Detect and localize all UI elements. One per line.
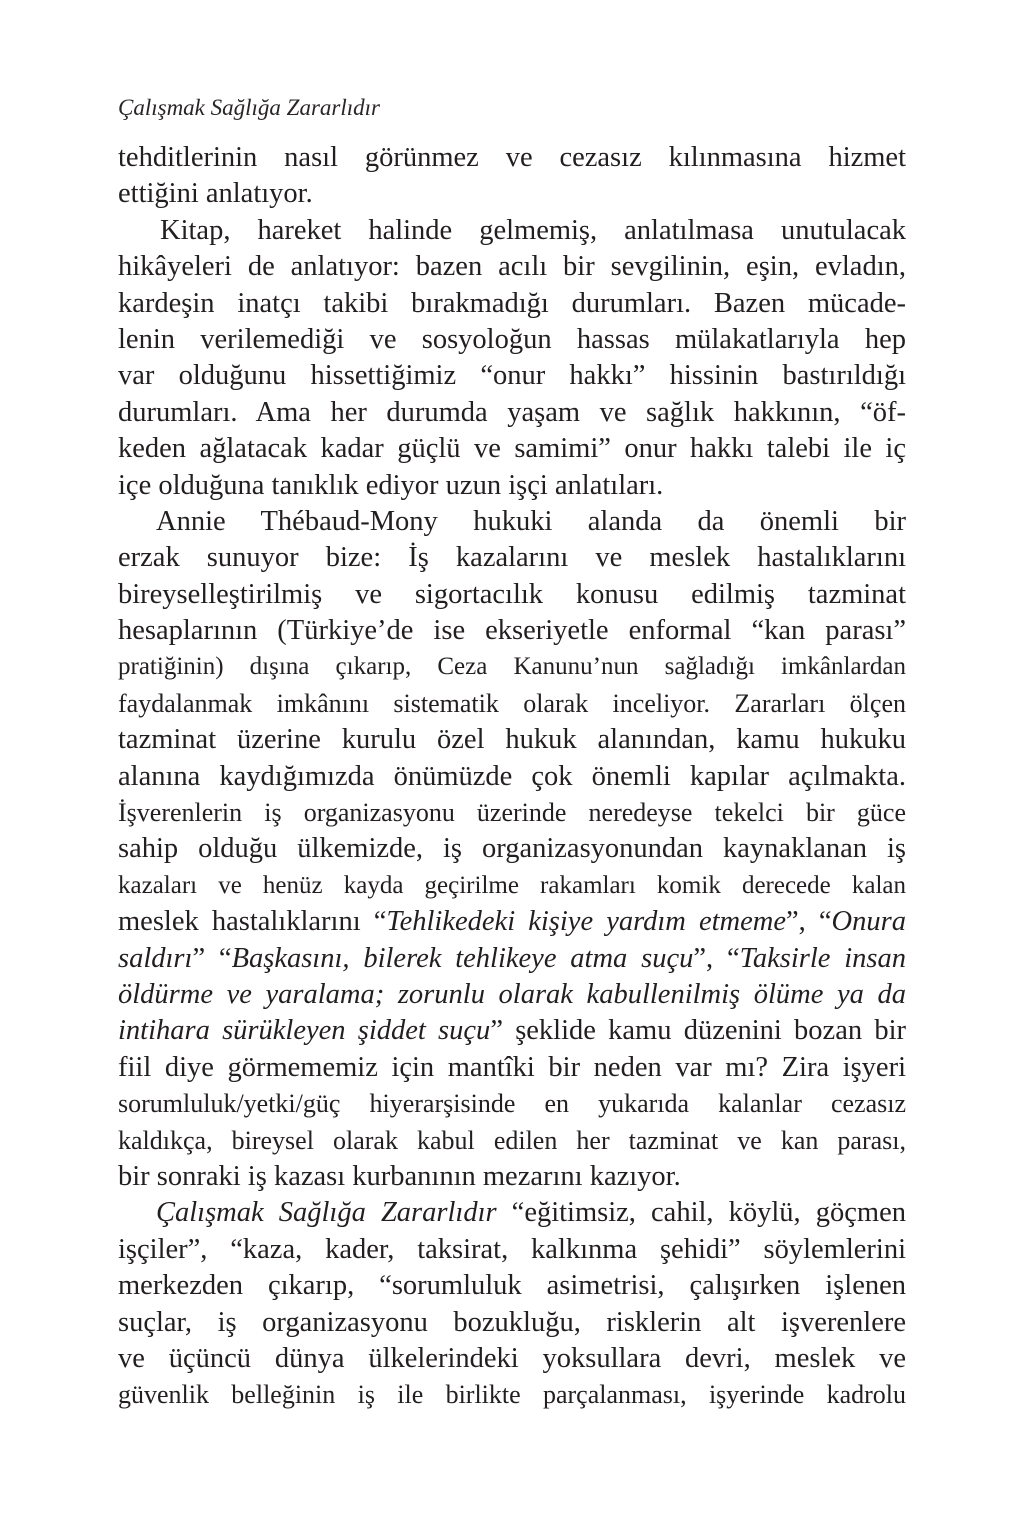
- text-run: kaldıkça, bireysel olarak kabul edilen her tazminat ve kan parası,: [118, 1125, 906, 1155]
- text-run: ve üçüncü dünya ülkelerindeki yoksullara devri, meslek ve: [118, 1342, 906, 1374]
- text-run: kardeşin inatçı takibi bırakmadığı durumları. Bazen mücade-: [118, 287, 906, 319]
- text-line: [118, 468, 906, 504]
- text-line: [118, 249, 906, 285]
- text-line: [118, 686, 906, 722]
- body-text: [118, 140, 906, 1414]
- text-run: lenin verilemediği ve sosyoloğun hassas mülakatlarıyla hep: [118, 323, 906, 355]
- text-run: İşverenlerin iş organizasyonu üzerinde neredeyse tekelci bir güce: [118, 798, 906, 828]
- text-run: fiil diye görmememiz için mantîki bir neden var mı? Zira işyeri: [118, 1051, 906, 1083]
- text-line: [118, 431, 906, 467]
- paragraph: [118, 213, 906, 504]
- paragraph: [118, 140, 906, 213]
- text-run: Kitap, hareket halinde gelmemiş, anlatılmasa unutulacak: [160, 214, 906, 246]
- text-run: hikâyeleri de anlatıyor: bazen acılı bir sevgilinin, eşin, evladın,: [118, 251, 906, 283]
- italic-text: Tehlikedeki kişiye yardım etmeme: [386, 906, 787, 938]
- italic-text: Başkasını, bilerek tehlikeye atma suçu: [231, 942, 694, 974]
- text-line: [118, 1159, 906, 1195]
- text-line: [118, 1341, 906, 1377]
- italic-text: Çalışmak Sağlığa Zararlıdır: [156, 1197, 497, 1229]
- text-run: “eğitimsiz, cahil, köylü, göçmen: [496, 1197, 906, 1229]
- text-line: [118, 140, 906, 176]
- text-line: [118, 322, 906, 358]
- text-line: [118, 358, 906, 394]
- text-run: keden ağlatacak kadar güçlü ve samimi” onur hakkı talebi ile iç: [118, 433, 906, 465]
- text-line: [118, 977, 906, 1013]
- text-line: [118, 1123, 906, 1159]
- text-run: erzak sunuyor bize: İş kazalarını ve meslek hastalıklarını: [118, 542, 906, 574]
- text-line: [118, 213, 906, 249]
- text-run: Annie Thébaud-Mony hukuki alanda da önemli bir: [156, 505, 906, 537]
- text-run: faydalanmak imkânını sistematik olarak inceliyor. Zararları ölçen: [118, 688, 906, 718]
- text-line: [118, 1377, 906, 1413]
- text-run: meslek hastalıklarını “: [118, 906, 387, 938]
- text-line: [118, 395, 906, 431]
- italic-text: Taksirle insan: [739, 942, 906, 974]
- text-line: [118, 1086, 906, 1122]
- text-line: [118, 941, 906, 977]
- text-line: [118, 504, 906, 540]
- italic-text: intihara sürükleyen şiddet suçu: [118, 1015, 491, 1047]
- text-line: [118, 1305, 906, 1341]
- text-line: [118, 795, 906, 831]
- text-line: [118, 904, 906, 940]
- running-header: Çalışmak Sağlığa Zararlıdır: [118, 95, 380, 120]
- text-run: ettiğini anlatıyor.: [118, 178, 313, 210]
- text-line: [118, 1268, 906, 1304]
- text-run: tehditlerinin nasıl görünmez ve cezasız kılınmasına hizmet: [118, 142, 906, 173]
- text-run: işçiler”, “kaza, kader, taksirat, kalkınma şehidi” söylemlerini: [118, 1233, 906, 1265]
- text-run: var olduğunu hissettiğimiz “onur hakkı” hissinin bastırıldığı: [118, 360, 906, 392]
- text-run: içe olduğuna tanıklık ediyor uzun işçi anlatıları.: [118, 469, 664, 501]
- text-line: [118, 722, 906, 758]
- text-line: [118, 286, 906, 322]
- text-run: ”, “: [693, 942, 740, 974]
- text-run: pratiğinin) dışına çıkarıp, Ceza Kanunu’nun sağladığı imkânlardan: [118, 653, 906, 681]
- text-run: ” şeklide kamu düzenini bozan bir: [490, 1015, 906, 1047]
- text-run: tazminat üzerine kurulu özel hukuk alanından, kamu hukuku: [118, 724, 906, 756]
- text-line: [118, 868, 906, 904]
- text-run: bireyselleştirilmiş ve sigortacılık konusu edilmiş tazminat: [118, 578, 906, 610]
- italic-text: Onura: [831, 906, 906, 938]
- text-run: suçlar, iş organizasyonu bozukluğu, risklerin alt işverenlere: [118, 1306, 906, 1338]
- text-run: merkezden çıkarıp, “sorumluluk asimetrisi, çalışırken işlenen: [118, 1270, 906, 1302]
- text-line: [118, 540, 906, 576]
- text-run: bir sonraki iş kazası kurbanının mezarını kazıyor.: [118, 1160, 681, 1192]
- paragraph: [118, 504, 906, 1195]
- italic-text: öldürme ve yaralama; zorunlu olarak kabullenilmiş ölüme ya da: [118, 978, 906, 1010]
- text-line: [118, 649, 906, 685]
- text-run: ”, “: [786, 906, 832, 938]
- text-run: durumları. Ama her durumda yaşam ve sağlık hakkının, “öf-: [118, 396, 906, 428]
- text-run: alanına kaydığımızda önümüzde çok önemli kapılar açılmakta.: [118, 760, 906, 792]
- text-run: hesaplarının (Türkiye’de ise ekseriyetle enformal “kan parası”: [118, 615, 906, 647]
- text-line: [118, 1013, 906, 1049]
- text-run: sahip olduğu ülkemizde, iş organizasyonundan kaynaklanan iş: [118, 833, 906, 865]
- text-run: güvenlik belleğinin iş ile birlikte parçalanması, işyerinde kadrolu: [118, 1380, 906, 1410]
- text-line: [118, 1050, 906, 1086]
- text-line: [118, 613, 906, 649]
- text-line: [118, 831, 906, 867]
- text-line: [118, 1195, 906, 1231]
- text-line: [118, 759, 906, 795]
- text-line: [118, 577, 906, 613]
- text-run: kazaları ve henüz kayda geçirilme rakamları komik derecede kalan: [118, 871, 906, 899]
- paragraph: [118, 1195, 906, 1413]
- italic-text: saldırı: [118, 942, 193, 974]
- text-run: ” “: [192, 942, 232, 974]
- text-line: [118, 176, 906, 212]
- text-run: sorumluluk/yetki/güç hiyerarşisinde en yukarıda kalanlar cezasız: [118, 1089, 906, 1119]
- text-line: [118, 1232, 906, 1268]
